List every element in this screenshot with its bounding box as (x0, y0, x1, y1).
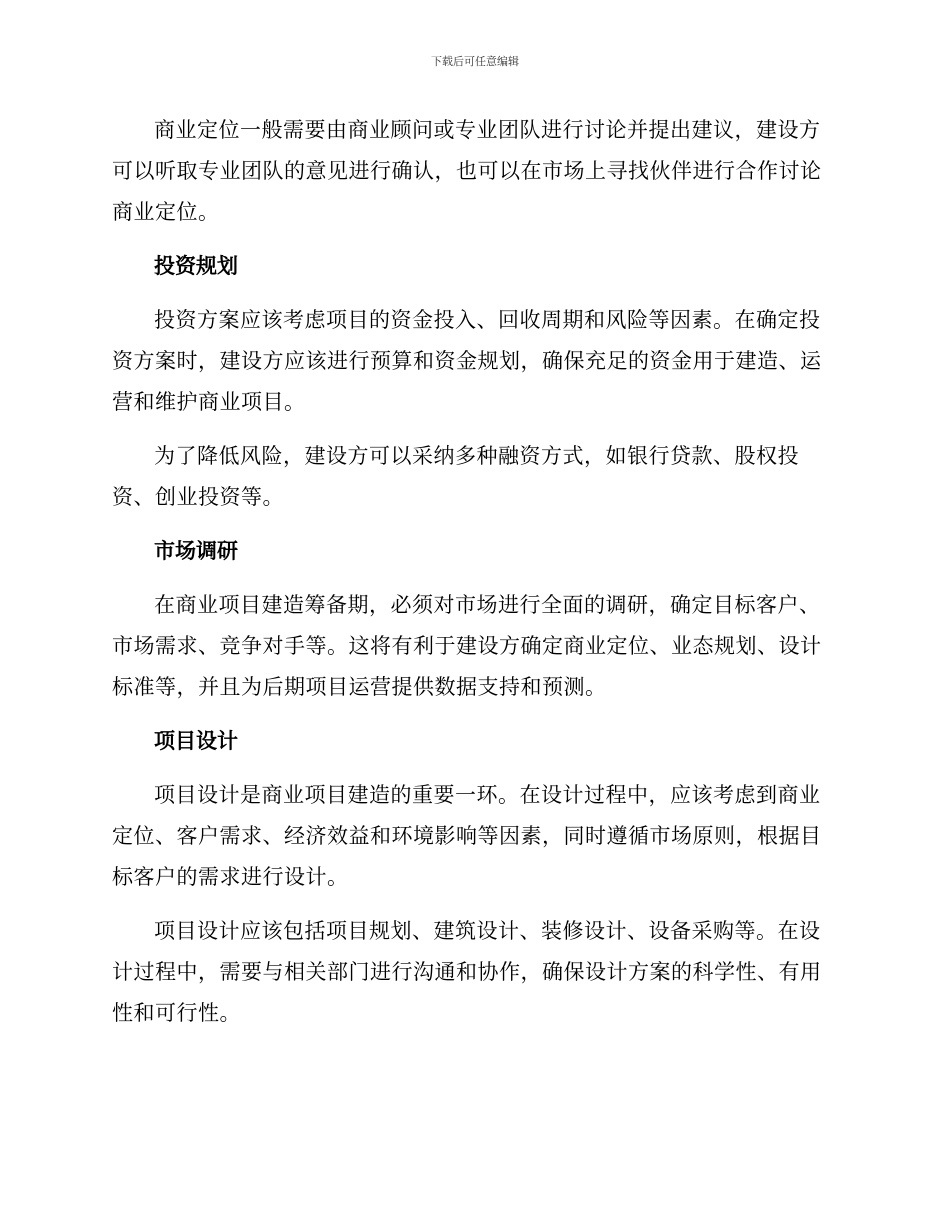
paragraph-market-research: 在商业项目建造筹备期，必须对市场进行全面的调研，确定目标客户、市场需求、竞争对手等。这将有利于建设方确定商业定位、业态规划、设计标准等，并且为后期项目运营提供数据支持和预测。 (112, 593, 822, 699)
heading-market-research: 市场调研 (154, 539, 238, 563)
page-header: 下载后可任意编辑 (431, 55, 519, 68)
paragraph-design-scope: 项目设计应该包括项目规划、建筑设计、装修设计、设备采购等。在设计过程中，需要与相关部门进行沟通和协作，确保设计方案的科学性、有用性和可行性。 (112, 919, 822, 1025)
heading-investment-planning: 投资规划 (154, 254, 238, 278)
paragraph-business-positioning: 商业定位一般需要由商业顾问或专业团队进行讨论并提出建议，建设方可以听取专业团队的意见进行确认，也可以在市场上寻找伙伴进行合作讨论商业定位。 (112, 118, 822, 224)
paragraph-financing: 为了降低风险，建设方可以采纳多种融资方式，如银行贷款、股权投资、创业投资等。 (112, 444, 799, 509)
paragraph-project-design: 项目设计是商业项目建造的重要一环。在设计过程中，应该考虑到商业定位、客户需求、经济效益和环境影响等因素，同时遵循市场原则，根据目标客户的需求进行设计。 (112, 783, 822, 889)
heading-project-design: 项目设计 (154, 729, 238, 753)
document-body (112, 110, 830, 1034)
paragraph-investment-plan: 投资方案应该考虑项目的资金投入、回收周期和风险等因素。在确定投资方案时，建设方应该进行预算和资金规划，确保充足的资金用于建造、运营和维护商业项目。 (112, 308, 822, 414)
